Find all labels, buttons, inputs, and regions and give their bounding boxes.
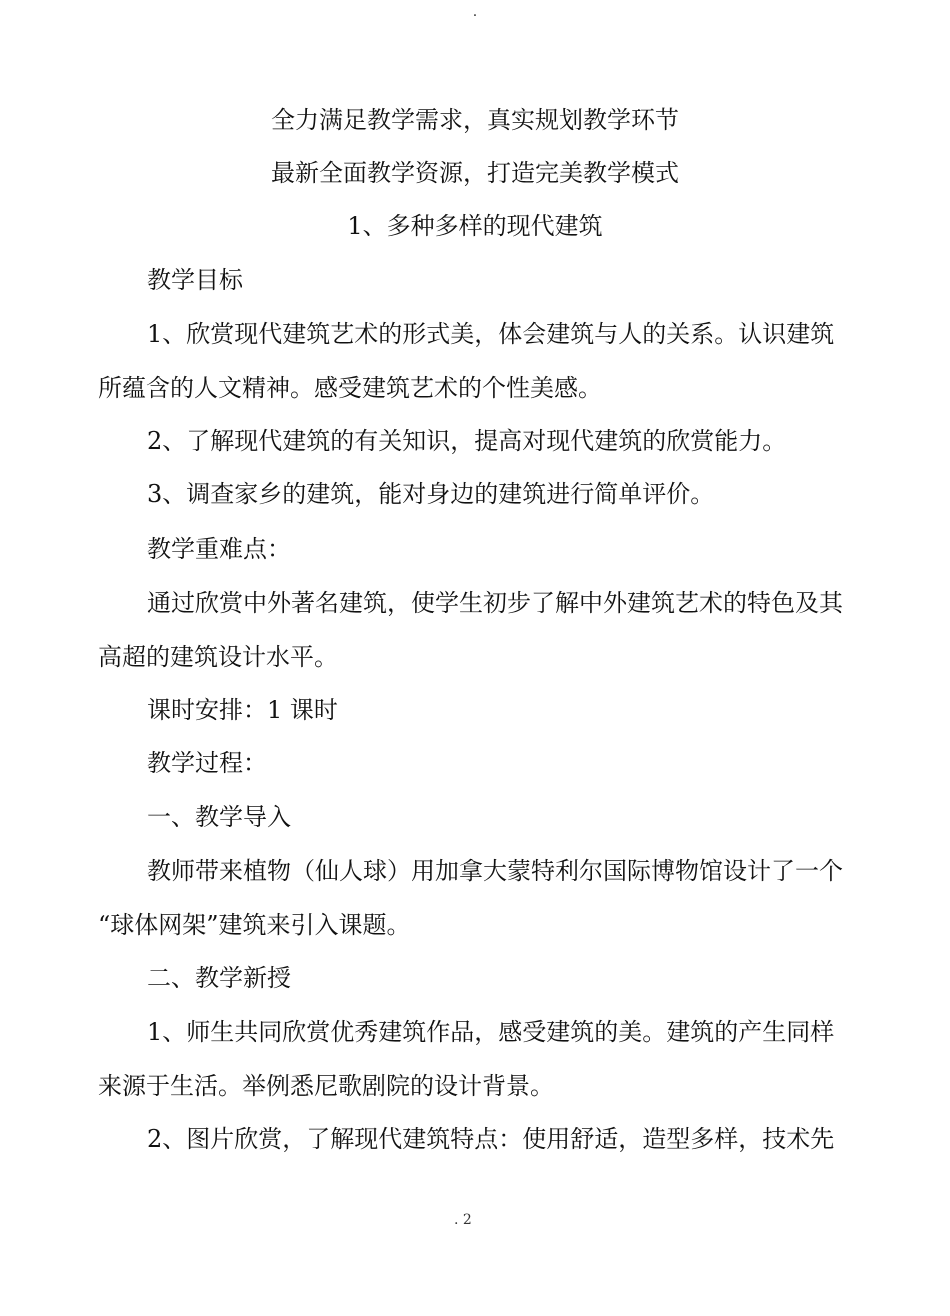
keypoints-line-2: 高超的建筑设计水平。	[98, 643, 338, 671]
objective-1-line-2: 所蕴含的人文精神。感受建筑艺术的个性美感。	[98, 374, 602, 402]
section-1-line-2: “球体网架”建筑来引入课题。	[98, 911, 411, 939]
section-2-item-1-line-1: 1、师生共同欣赏优秀建筑作品，感受建筑的美。建筑的产生同样	[147, 1018, 835, 1046]
section-2-item-2-line-1: 2、图片欣赏，了解现代建筑特点：使用舒适，造型多样，技术先	[147, 1125, 835, 1153]
banner-line-2: 最新全面教学资源，打造完美教学模式	[271, 159, 679, 187]
section-1-heading: 一、教学导入	[147, 803, 291, 831]
schedule: 课时安排：1 课时	[147, 696, 338, 724]
banner-line-1: 全力满足教学需求，真实规划教学环节	[271, 106, 679, 134]
objectives-heading: 教学目标	[147, 266, 243, 294]
objective-2: 2、了解现代建筑的有关知识，提高对现代建筑的欣赏能力。	[147, 427, 787, 455]
header-mark: .	[472, 4, 478, 20]
keypoints-line-1: 通过欣赏中外著名建筑，使学生初步了解中外建筑艺术的特色及其	[147, 589, 843, 617]
section-2-item-1-line-2: 来源于生活。举例悉尼歌剧院的设计背景。	[98, 1072, 554, 1100]
objective-3: 3、调查家乡的建筑，能对身边的建筑进行简单评价。	[147, 480, 715, 508]
process-heading: 教学过程：	[147, 749, 267, 777]
objective-1-line-1: 1、欣赏现代建筑艺术的形式美，体会建筑与人的关系。认识建筑	[147, 320, 835, 348]
document-title: 1、多种多样的现代建筑	[347, 212, 603, 240]
keypoints-heading: 教学重难点：	[147, 535, 291, 563]
section-1-line-1: 教师带来植物（仙人球）用加拿大蒙特利尔国际博物馆设计了一个	[147, 857, 843, 885]
page-number: . 2	[454, 1212, 472, 1228]
section-2-heading: 二、教学新授	[147, 964, 291, 992]
